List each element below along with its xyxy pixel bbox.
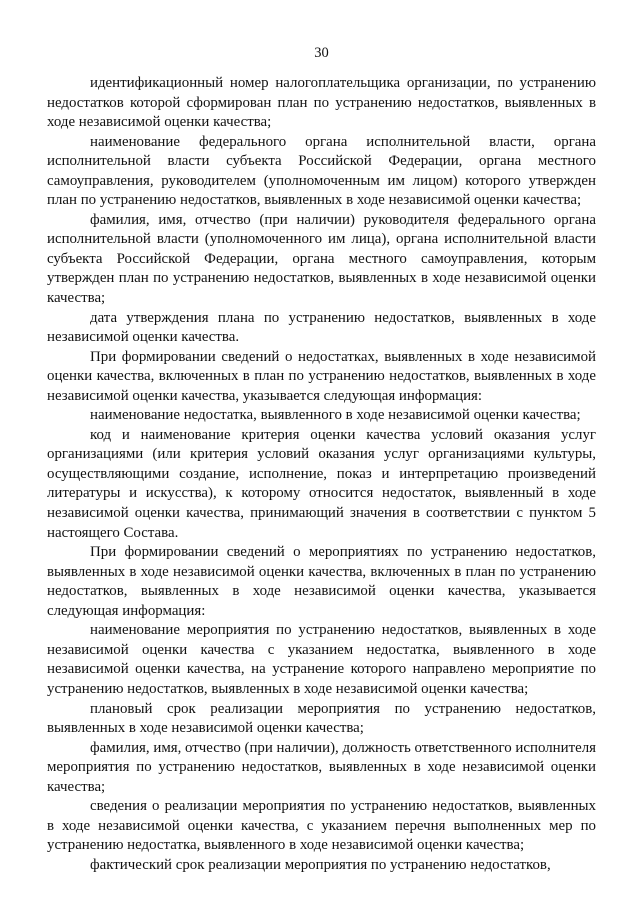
paragraph-12: сведения о реализации мероприятия по устранению недостатков, выявленных в ходе независимой оценки качества, с указанием перечня выполненных мер по устранению недостатка, выявленного в ходе независимой оценки качества; [47,798,596,854]
paragraph-8: При формировании сведений о мероприятиях по устранению недостатков, выявленных в ходе независимой оценки качества, включенных в план по устранению недостатков, выявленных в ходе независимой оценки качества, указывается следующая информация: [47,544,596,619]
paragraph-3: фамилия, имя, отчество (при наличии) руководителя федерального органа исполнительной власти (уполномоченного им лица), органа исполнительной власти субъекта Российской Федерации, органа местного самоуправления, которым утвержден план по устранению недостатков, выявленных в ходе независимой оценки качества; [47,211,596,307]
paragraph-1: идентификационный номер налогоплательщика организации, по устранению недостатков которой сформирован план по устранению недостатков, выявленных в ходе независимой оценки качества; [47,75,596,131]
paragraph-13: фактический срок реализации мероприятия по устранению недостатков, [90,856,551,873]
paragraph-11: фамилия, имя, отчество (при наличии), должность ответственного исполнителя мероприятия по устранению недостатков, выявленных в ходе независимой оценки качества; [47,739,596,795]
paragraph-7: код и наименование критерия оценки качества условий оказания услуг организациями (или критерия условий оказания услуг организациями культуры, осуществляющими создание, исполнение, показ и интерпретацию произведений литературы и искусства), к которому относится недостаток, выявленный в ходе независимой оценки качества, принимающий значения в соответствии с пунктом 5 настоящего Состава. [47,426,596,541]
paragraph-2: наименование федерального органа исполнительной власти, органа исполнительной власти субъекта Российской Федерации, органа местного самоуправления, руководителем (уполномоченным им лицом) которого утвержден план по устранению недостатков, выявленных в ходе независимой оценки качества; [47,133,596,209]
paragraph-9: наименование мероприятия по устранению недостатков, выявленных в ходе независимой оценки качества с указанием недостатка, выявленного в ходе независимой оценки качества, на устранение которого направлено мероприятие по устранению недостатков, выявленных в ходе независимой оценки качества; [47,622,596,697]
document-body [47,74,596,875]
paragraph-4: дата утверждения плана по устранению недостатков, выявленных в ходе независимой оценки качества. [47,309,596,346]
page-number: 30 [314,45,329,61]
paragraph-10: плановый срок реализации мероприятия по устранению недостатков, выявленных в ходе независимой оценки качества; [47,700,596,737]
paragraph-6: наименование недостатка, выявленного в ходе независимой оценки качества; [90,407,581,424]
paragraph-5: При формировании сведений о недостатках, выявленных в ходе независимой оценки качества, включенных в план по устранению недостатков, выявленных в ходе независимой оценки качества, указывается следующая информация: [47,348,596,404]
